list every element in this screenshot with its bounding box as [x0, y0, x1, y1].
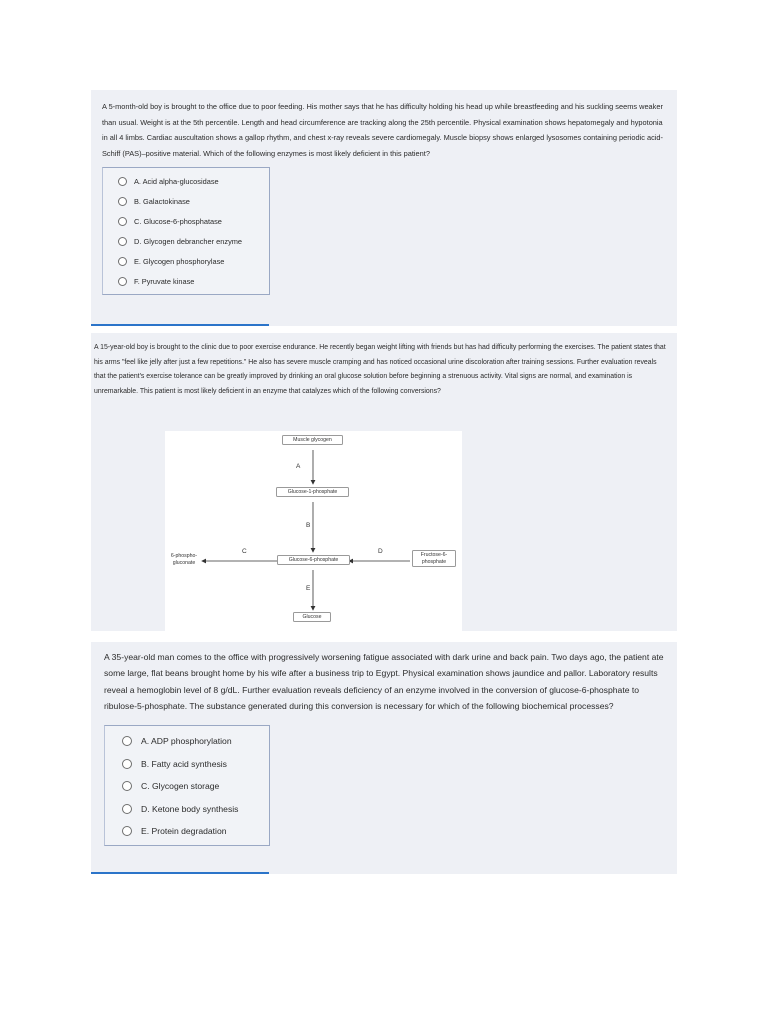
- question-2-stem: A 15-year-old boy is brought to the clinic due to poor exercise endurance. He recently began weight lifting with friends but has had difficulty performing the exercises. The patient states that his arms "feel like jelly after just a few repetitions." He also has severe muscle cramping and has noticed occasional urine discoloration after training sessions. Further evaluation reveals that the patient's exercise tolerance can be greatly improved by drinking an oral glucose solution before beginning a strenuous activity. Vital signs are normal, and examination is unremarkable. This patient is most likely deficient in an enzyme that catalyzes which of the following conversions?: [94, 344, 666, 395]
- arrow-label-e: E: [306, 585, 311, 592]
- radio-icon[interactable]: [118, 257, 127, 266]
- radio-icon[interactable]: [118, 277, 127, 286]
- selection-underline: [91, 324, 269, 326]
- arrow-label-a: A: [296, 463, 301, 470]
- node-muscle-glycogen: Muscle glycogen: [282, 435, 343, 445]
- node-fructose-6-phosphate: Fructose-6- phosphate: [412, 550, 456, 567]
- radio-icon[interactable]: [118, 197, 127, 206]
- node-glucose-6-phosphate: Glucose-6-phosphate: [277, 555, 350, 565]
- node-glucose: Glucose: [293, 612, 331, 622]
- radio-icon[interactable]: [122, 759, 132, 769]
- answer-option-b[interactable]: B. Fatty acid synthesis: [122, 753, 269, 776]
- radio-icon[interactable]: [122, 781, 132, 791]
- question-3-card: [91, 642, 677, 874]
- pathway-arrows: [165, 431, 462, 631]
- glycogen-pathway-diagram: [165, 431, 462, 631]
- radio-icon[interactable]: [118, 177, 127, 186]
- answer-option-c[interactable]: C. Glucose-6-phosphatase: [118, 212, 269, 232]
- arrow-label-c: C: [242, 548, 247, 555]
- answer-option-a[interactable]: A. Acid alpha-glucosidase: [118, 172, 269, 192]
- question-1-stem: A 5-month-old boy is brought to the office due to poor feeding. His mother says that he has difficulty holding his head up while breastfeeding and his suckling seems weaker than usual. Weight is at the 5th percentile. Length and head circumference are tracking along the 25th percentile. Physical examination shows hepatomegaly and hypotonia in all 4 limbs. Cardiac auscultation shows a gallop rhythm, and chest x-ray reveals severe cardiomegaly. Muscle biopsy shows enlarged lysosomes containing periodic acid-Schiff (PAS)–positive material. Which of the following enzymes is most likely deficient in this patient?: [102, 102, 663, 159]
- node-glucose-1-phosphate: Glucose-1-phosphate: [276, 487, 349, 497]
- question-2-card: [91, 333, 677, 631]
- question-1-card: [91, 90, 677, 326]
- answer-option-e[interactable]: E. Glycogen phosphorylase: [118, 252, 269, 272]
- answer-option-f[interactable]: F. Pyruvate kinase: [118, 272, 269, 292]
- radio-icon[interactable]: [122, 826, 132, 836]
- node-6-phosphogluconate: 6-phospho- gluconate: [170, 553, 198, 566]
- arrow-label-d: D: [378, 548, 383, 555]
- selection-underline: [91, 872, 269, 874]
- radio-icon[interactable]: [122, 804, 132, 814]
- question-3-stem: A 35-year-old man comes to the office with progressively worsening fatigue associated with dark urine and back pain. Two days ago, the patient ate some large, flat beans brought home by his wife after a business trip to Egypt. Physical examination shows jaundice and pallor. Laboratory results reveal a hemoglobin level of 8 g/dL. Further evaluation reveals deficiency of an enzyme involved in the conversion of glucose-6-phosphate to ribulose-5-phosphate. The substance generated during this conversion is necessary for which of the following biochemical processes?: [104, 652, 664, 711]
- question-3-options: [104, 725, 270, 846]
- radio-icon[interactable]: [122, 736, 132, 746]
- radio-icon[interactable]: [118, 217, 127, 226]
- question-1-options: [102, 167, 270, 295]
- answer-option-d[interactable]: D. Ketone body synthesis: [122, 798, 269, 821]
- radio-icon[interactable]: [118, 237, 127, 246]
- answer-option-b[interactable]: B. Galactokinase: [118, 192, 269, 212]
- answer-option-c[interactable]: C. Glycogen storage: [122, 775, 269, 798]
- arrow-label-b: B: [306, 522, 311, 529]
- answer-option-e[interactable]: E. Protein degradation: [122, 820, 269, 843]
- answer-option-d[interactable]: D. Glycogen debrancher enzyme: [118, 232, 269, 252]
- answer-option-a[interactable]: A. ADP phosphorylation: [122, 730, 269, 753]
